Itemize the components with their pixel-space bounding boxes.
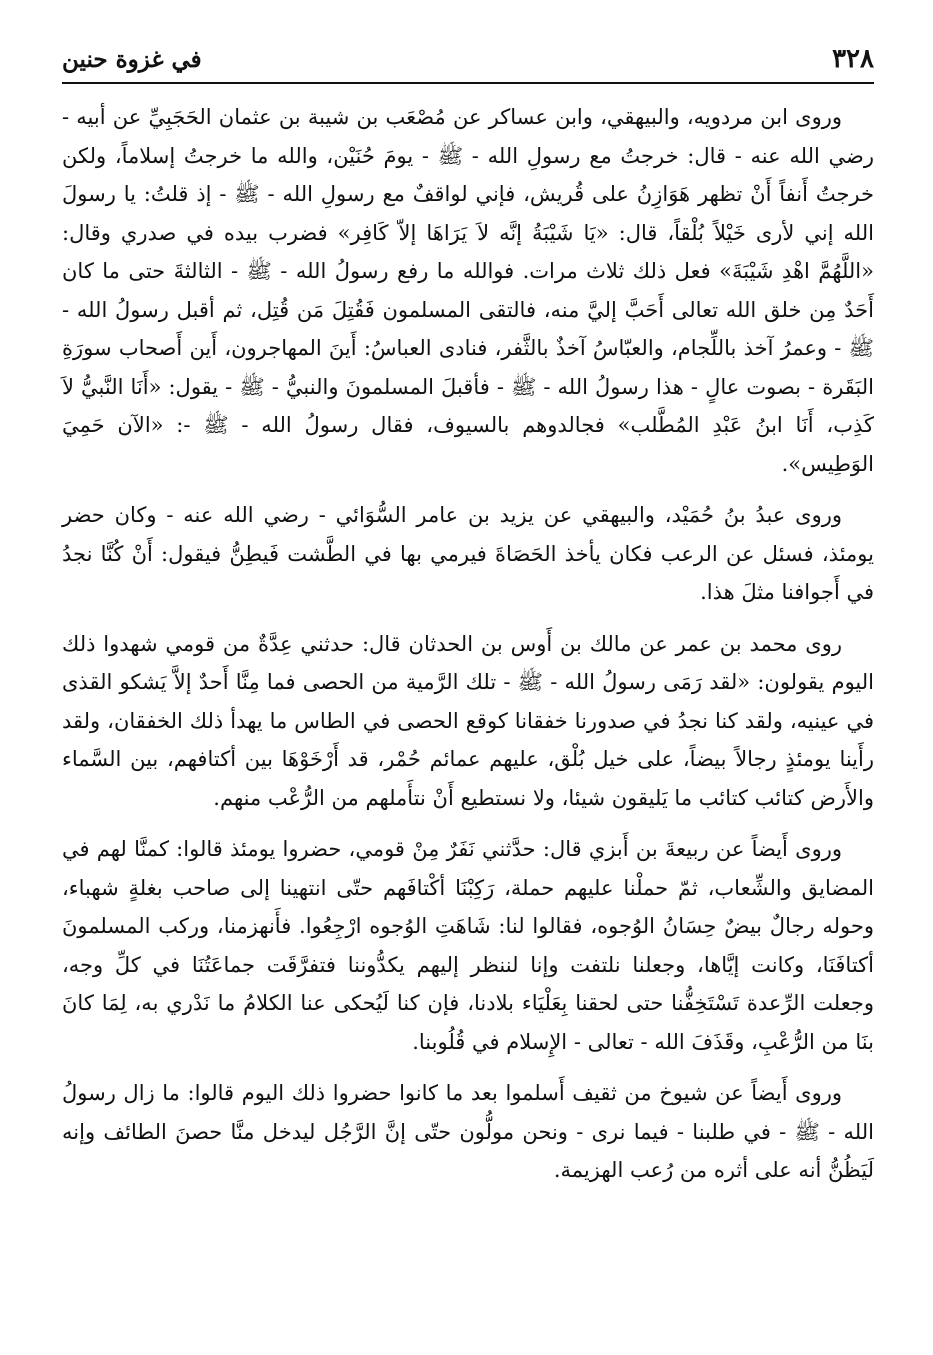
page-body	[62, 84, 874, 1190]
paragraph-thaqif-elders: وروى أَيضاً عن شيوخ من ثقيف أَسلموا بعد ما كانوا حضروا ذلك اليوم قالوا: ما زال رسولُ الله - ﷺ - في طلبنا - فيما نرى - ونحن مولُّون حتّى إنَّ الرَّجُل ليدخل منَّا حصنَ الطائف وإنه لَيَظُنُّ أنه على أثره من رُعب الهزيمة.	[62, 1081, 874, 1182]
page-number: ٣٢٨	[832, 44, 874, 74]
book-page	[62, 40, 874, 1330]
page-header	[62, 40, 874, 84]
paragraph-abd-bin-humayd: وروى عبدُ بنُ حُمَيْد، والبيهقي عن يزيد بن عامر السُّوَائي - رضي الله عنه - وكان حضر يومئذ، فسئل عن الرعب فكان يأخذ الحَصَاةَ فيرمي بها في الطَّشت فَيطِنُّ فيقول: أَنْ كُنَّا نجدُ في أَجوافنا مثلَ هذا.	[62, 503, 874, 604]
paragraph-rabia-bin-abza: وروى أَيضاً عن ربيعةَ بن أَبزي قال: حدَّثني نَفَرٌ مِنْ قومي، حضروا يومئذ قالوا: كمنَّا لهم في المضايق والشِّعاب، ثمّ حملْنا عليهم حملة، رَكِبْنَا أكْتافَهم حتّى انتهينا إلى صاحب بغلةٍ شهباء، وحوله رجالٌ بيضٌ حِسَانُ الوُجوه، فقالوا لنا: شَاهَتِ الوُجوه ارْجِعُوا. فأَنهزمنا، وركب المسلمونَ أكتافَنَا، وكانت إيَّاها، وجعلنا نلتفت وإنا لننظر إليهم يكدُّوننا فتفرَّقَت جماعَتُنَا في كلِّ وجه، وجعلت الرِّعدة تَسْتَخِفُّنا حتى لحقنا بِعَلْيَاء بلادنا، فإن كنا لَيُحكى عنا الكلامُ ما نَدْري به، لِمَا كانَ بنَا من الرُّعْبِ، وقَذَفَ الله - تعالى - الإِسلام في قُلُوبنا.	[62, 837, 874, 1054]
paragraph-ibn-mardawayh: وروى ابن مردويه، والبيهقي، وابن عساكر عن مُصْعَب بن شيبة بن عثمان الحَجَبِيِّ عن أبيه - رضي الله عنه - قال: خرجتُ مع رسولِ الله - ﷺ - يومَ حُنَيْن، والله ما خرجتُ إسلاماً، ولكن خرجتُ أَنفاً أَنْ تظهر هَوَازِنُ على قُريش، فإني لواقفٌ مع رسولِ الله - ﷺ - إذ قلتُ: يا رسولَ الله إني لأرى خَيْلاً بُلْقاً، قال: «يَا شَيْبَةُ إنَّه لاَ يَرَاهَا إلاّ كَافِر» فضرب بيده في صدري وقال: «اللَّهُمَّ اهْدِ شَيْبَةَ» فعل ذلك ثلاث مرات. فوالله ما رفع رسولُ الله - ﷺ - الثالثةَ حتى ما كان أَحَدٌ مِن خلق الله تعالى أَحَبَّ إليَّ منه، فالتقى المسلمون فَقُتِلَ مَن قُتِل، ثم أقبل رسولُ الله - ﷺ - وعمرُ آخذ باللِّجام، والعبّاسُ آخذٌ بالثَّفر، فنادى العباسُ: أَينَ المهاجرون، أَين أَصحاب سورَةِ البَقَرة - بصوت عالٍ - هذا رسولُ الله - ﷺ - فأقبلَ المسلمونَ والنبيُّ - ﷺ - يقول: «أَنَا النَّبيُّ لاَ كَذِب، أَنَا ابنُ عَبْدِ المُطَّلب» فجالدوهم بالسيوف، فقال رسولُ الله - ﷺ -: «الآن حَمِيَ الوَطِيس».	[62, 105, 874, 476]
paragraph-muhammad-bin-umar: روى محمد بن عمر عن مالك بن أَوس بن الحدثان قال: حدثني عِدَّةٌ من قومي شهدوا ذلك اليوم يقولون: «لقد رَمَى رسولُ الله - ﷺ - تلك الرَّمية من الحصى فما مِنَّا أَحدٌ إلاَّ يَشكو القذى في عينيه، ولقد كنا نجدُ في صدورنا خفقانا كوقع الحصى في الطاس ما يهدأ ذلك الخفقان، ولقد رأَينا يومئذٍ رجالاً بيضاً، على خيل بُلْق، عليهم عمائم حُمْر، قد أَرْخَوْهَا بين أكتافهم، بين السَّماء والأَرض كتائب كتائب ما يَليقون شيئا، ولا نستطيع أَنْ نتأَملهم من الرُّعْب منهم.	[62, 631, 874, 810]
running-title: في غزوة حنين	[62, 46, 202, 73]
